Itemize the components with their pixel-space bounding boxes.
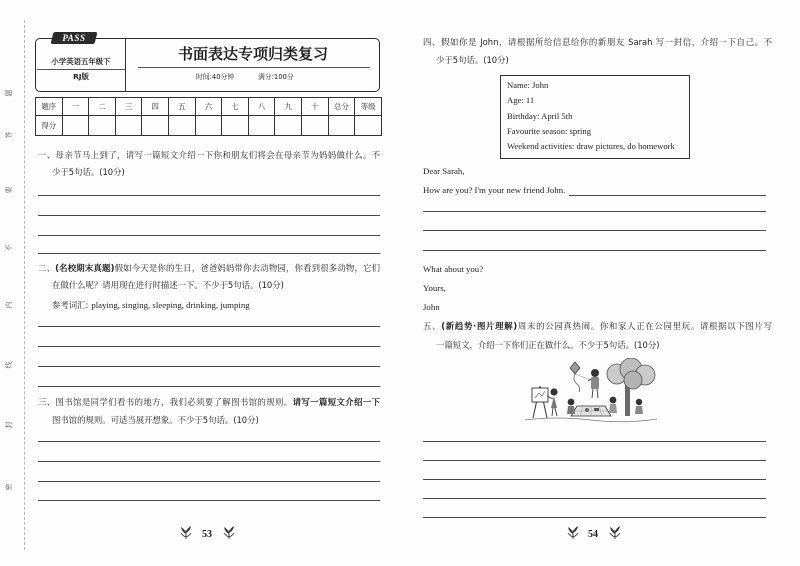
writing-line: [38, 481, 380, 482]
plant-icon: [180, 525, 192, 539]
score-cell: [142, 116, 169, 136]
score-col: 一: [62, 98, 89, 116]
score-table: [35, 97, 382, 136]
writing-line: [423, 479, 766, 480]
q5-prompt-text: 周末的公园真热闹。你和家人正在公园里玩。请根据以下图片写: [517, 321, 772, 331]
letter-signature: John: [423, 302, 440, 312]
info-favourite-season: Favourite season: spring: [507, 126, 592, 136]
score-col: 等级: [355, 98, 382, 116]
q5-number: 五、: [423, 321, 442, 331]
score-col: 三: [115, 98, 142, 116]
writing-line: [38, 195, 380, 196]
binding-char: 要: [5, 186, 13, 194]
q3-prompt-line1: [38, 397, 380, 407]
binding-char: 题: [5, 89, 13, 97]
writing-line: [423, 460, 766, 461]
letter-sign-off: Yours,: [423, 283, 446, 293]
score-table-score-row: [36, 116, 382, 136]
score-cell: [222, 116, 249, 136]
writing-line: [38, 346, 380, 347]
kite: [570, 362, 591, 392]
full-score: 满分:100分: [258, 73, 294, 81]
pass-logo: [51, 32, 98, 44]
child-by-tree: [635, 399, 643, 414]
plant-icon: [567, 525, 579, 539]
letter-greeting: Dear Sarah,: [423, 166, 465, 176]
writing-line: [423, 211, 766, 212]
child-painting: [547, 388, 558, 416]
score-col: 七: [222, 98, 249, 116]
writing-line: [38, 461, 380, 462]
q4-prompt-line1: 四、假如你是 John，请根据所给信息给你的新朋友 Sarah 写一封信，介绍一下自己。不: [423, 37, 772, 47]
score-cell: [62, 116, 89, 136]
score-col: 六: [195, 98, 222, 116]
adult-flying-kite: [588, 369, 599, 398]
score-col: 五: [169, 98, 196, 116]
score-cell: [115, 116, 142, 136]
plant-icon: [609, 525, 621, 539]
park-illustration: [525, 358, 657, 424]
pass-logo-text: PASS: [62, 33, 86, 43]
writing-line: [423, 250, 766, 251]
score-col: 十: [302, 98, 329, 116]
q5-prompt-line1: [423, 321, 772, 331]
binding-char: 不: [5, 244, 13, 252]
score-row-label: 得分: [36, 116, 63, 136]
binding-char: 封: [5, 421, 13, 429]
binding-char: 答: [5, 131, 13, 139]
score-table-header-label: 题序: [36, 98, 63, 116]
q2-vocab-label: 参考词汇:: [52, 300, 89, 310]
score-cell: [169, 116, 196, 136]
page-title: 书面表达专项归类复习: [177, 45, 328, 63]
score-col: 总分: [328, 98, 355, 116]
q2-prompt-line1: [38, 263, 380, 273]
info-name: Name: John: [507, 80, 549, 90]
score-cell: [275, 116, 302, 136]
q5-tag: (新趋势·图片理解): [441, 321, 518, 331]
score-col: 八: [248, 98, 275, 116]
score-cell: [89, 116, 116, 136]
q2-prompt-line2: 在做什么呢？请用现在进行时描述一下。不少于5句话。(10分): [52, 280, 284, 290]
letter-opening: How are you? I'm your new friend John.: [423, 185, 566, 195]
writing-line: [569, 186, 766, 196]
binding-dashed-line: [24, 20, 25, 550]
q5-prompt-line2: 一篇短文，介绍一下你们正在做什么。不少于5句话。(10分): [436, 340, 660, 350]
writing-line: [38, 326, 380, 327]
writing-line: [38, 366, 380, 367]
q2-vocab: [52, 300, 250, 310]
q3-prompt-line2: 图书馆的规则。可适当展开想象。不少于5句话。(10分): [52, 415, 259, 425]
title-underline: [138, 67, 370, 68]
score-cell: [302, 116, 329, 136]
info-weekend-activities: Weekend activities: draw pictures, do homework: [507, 141, 675, 151]
q3-prompt-emphasis: 请写一篇短文介绍一下: [292, 397, 380, 407]
writing-line: [423, 498, 766, 499]
writing-line: [38, 500, 380, 501]
grade-label: 小学英语五年级下: [51, 57, 111, 66]
binding-char: 线: [5, 361, 13, 369]
q2-vocab-words: playing, singing, sleeping, drinking, jumping: [91, 300, 250, 310]
score-col: 四: [142, 98, 169, 116]
q2-number: 二、: [38, 263, 56, 273]
page-number-right: 54: [588, 529, 598, 540]
writing-line: [423, 230, 766, 231]
grass: [525, 418, 657, 422]
score-cell: [328, 116, 355, 136]
q1-prompt-line2: 少于5句话。(10分): [52, 167, 125, 177]
letter-closing-question: What about you?: [423, 264, 484, 274]
plant-icon: [223, 525, 235, 539]
picnic-blanket: [571, 406, 611, 416]
writing-line: [38, 253, 380, 254]
header-left-divider: [37, 69, 125, 70]
score-cell: [355, 116, 382, 136]
time-limit: 时间:40分钟: [196, 73, 235, 81]
info-birthday: Birthday: April 5th: [507, 111, 573, 121]
score-col: 二: [89, 98, 116, 116]
page-number-left: 53: [202, 529, 212, 540]
q4-prompt-line2: 少于5句话。(10分): [436, 55, 509, 65]
q2-prompt-text: 假如今天是你的生日，爸爸妈妈带你去动物园，你看到很多动物，它们: [114, 263, 380, 273]
score-cell: [248, 116, 275, 136]
writing-line: [38, 386, 380, 387]
info-age: Age: 11: [507, 95, 535, 105]
letter-opening-row: [423, 184, 766, 196]
binding-char: 密: [5, 483, 13, 491]
score-col: 九: [275, 98, 302, 116]
writing-line: [423, 441, 766, 442]
q3-prompt-text: 三、图书馆是同学们看书的地方，我们必须要了解图书馆的规则。: [38, 397, 293, 407]
score-cell: [195, 116, 222, 136]
q2-tag: (名校期末真题): [55, 263, 115, 273]
writing-line: [38, 215, 380, 216]
binding-char: 内: [5, 301, 13, 309]
writing-line: [423, 517, 766, 518]
easel: [532, 386, 548, 418]
score-table-header-row: [36, 98, 382, 116]
q1-prompt-line1: 一、母亲节马上到了，请写一篇短文介绍一下你和朋友们将会在母亲节为妈妈做什么。不: [38, 150, 380, 160]
writing-line: [38, 441, 380, 442]
edition-label: RJ版: [73, 72, 89, 81]
writing-line: [38, 235, 380, 236]
